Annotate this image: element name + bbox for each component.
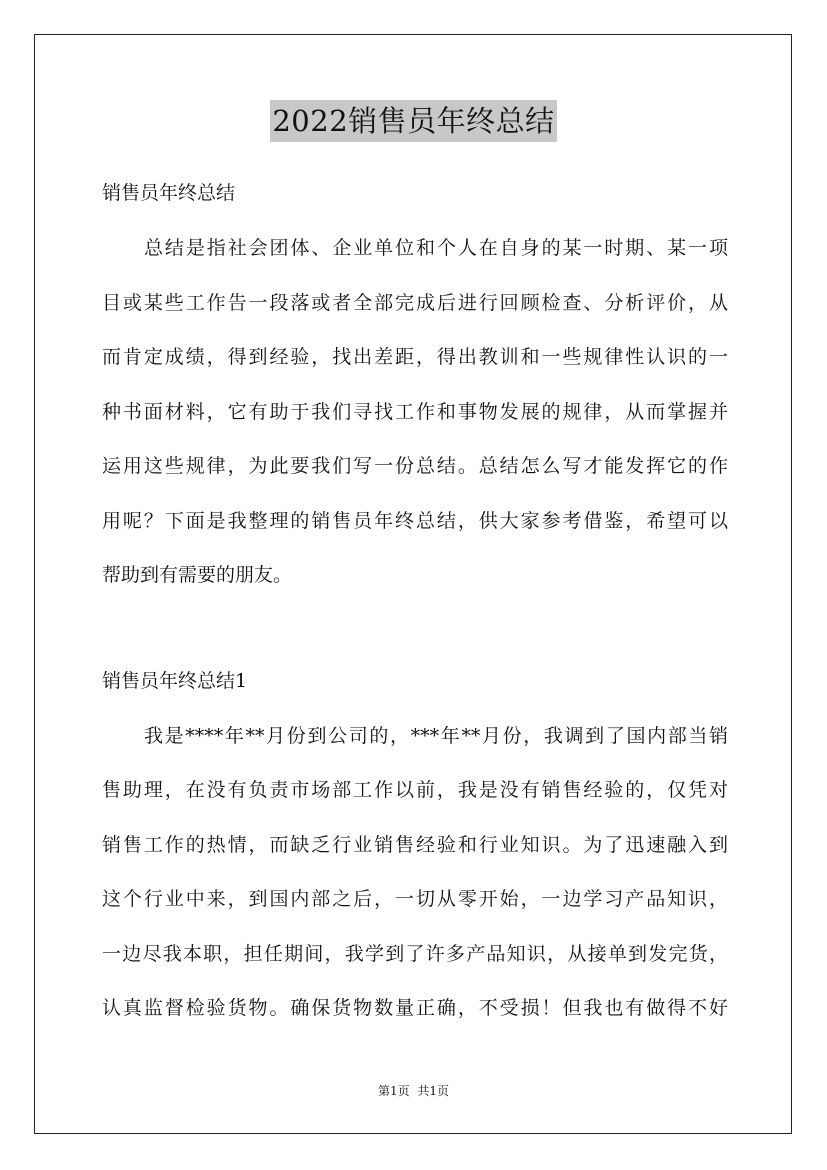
- section-line: 销售工作的热情，而缺乏行业销售经验和行业知识。为了迅速融入到: [102, 834, 728, 856]
- document-title: [0, 100, 827, 142]
- intro-line: 运用这些规律，为此要我们写一份总结。总结怎么写才能发挥它的作: [102, 455, 728, 477]
- intro-line: 总结是指社会团体、企业单位和个人在自身的某一时期、某一项: [144, 237, 728, 259]
- document-title-text: 2022销售员年终总结: [270, 100, 556, 142]
- section-heading: 销售员年终总结1: [102, 670, 248, 692]
- intro-line: 种书面材料，它有助于我们寻找工作和事物发展的规律，从而掌握并: [102, 401, 728, 423]
- intro-line: 而肯定成绩，得到经验，找出差距，得出教训和一些规律性认识的一: [102, 346, 728, 368]
- section-line: 售助理，在没有负责市场部工作以前，我是没有销售经验的，仅凭对: [102, 779, 728, 801]
- intro-line: 用呢？下面是我整理的销售员年终总结，供大家参考借鉴，希望可以: [102, 510, 728, 532]
- section-line: 一边尽我本职，担任期间，我学到了许多产品知识，从接单到发完货，: [102, 943, 728, 965]
- intro-line: 目或某些工作告一段落或者全部完成后进行回顾检查、分析评价，从: [102, 292, 728, 314]
- section-line: 这个行业中来，到国内部之后，一切从零开始，一边学习产品知识，: [102, 888, 728, 910]
- intro-line: 帮助到有需要的朋友。: [102, 564, 293, 586]
- section-line: 我是****年**月份到公司的，***年**月份，我调到了国内部当销: [144, 725, 728, 747]
- section-line: 认真监督检验货物。确保货物数量正确，不受损！但我也有做得不好: [102, 997, 728, 1019]
- page-footer: 第1页 共1页: [377, 1084, 450, 1098]
- subtitle-heading: 销售员年终总结: [102, 182, 236, 204]
